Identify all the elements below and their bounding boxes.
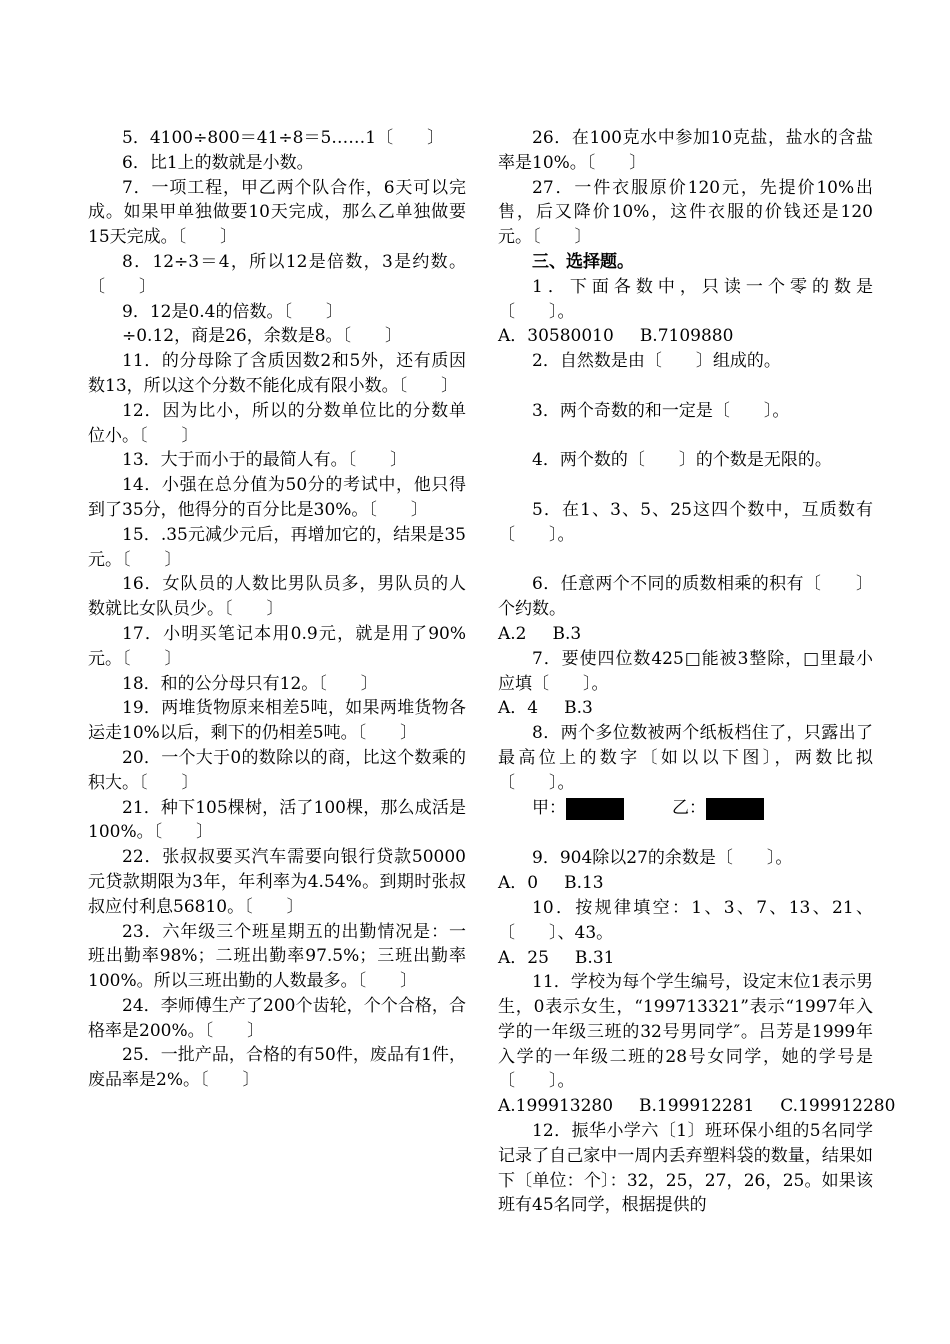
blank-line <box>498 424 873 449</box>
choice-question-9: 9．904除以27的余数是〔 〕。 <box>532 848 793 869</box>
option-b: B.3 <box>564 698 593 719</box>
question-9: 9．12是0.4的倍数。〔 〕 <box>122 301 343 322</box>
covered-numbers-figure <box>498 796 873 822</box>
choice-7-options <box>498 696 873 721</box>
question-21: 21．种下105棵树，活了100棵，那么成活是100%。〔 〕 <box>88 797 466 843</box>
blank-line <box>498 473 873 498</box>
right-column <box>498 126 896 1218</box>
question-10: ÷0.12，商是26，余数是8。〔 〕 <box>122 326 403 347</box>
cardboard-cover-yi <box>706 798 764 820</box>
option-a: A.2 <box>498 623 527 644</box>
choice-question-8: 8．两个多位数被两个纸板档住了，只露出了最高位上的数字〔如以以下图〕，两数比拟〔 〕。 <box>498 723 873 793</box>
label-jia: 甲： <box>532 798 566 819</box>
cardboard-cover-jia <box>566 798 624 820</box>
choice-6-options <box>498 622 873 647</box>
choice-10-options <box>498 946 873 971</box>
choice-question-7: 7．要使四位数425□能被3整除，□里最小应填〔 〕。 <box>498 648 873 694</box>
choice-question-3: 3．两个奇数的和一定是〔 〕。 <box>532 400 790 421</box>
option-b: B.3 <box>552 623 582 644</box>
question-7: 7．一项工程，甲乙两个队合作，6天可以完成。如果甲单独做要10天完成，那么乙单独做要15天完成。〔 〕 <box>88 177 466 248</box>
option-a: A．4 <box>498 698 539 719</box>
blank-line <box>498 548 873 573</box>
option-a: A．25 <box>498 947 549 968</box>
question-11: 11．的分母除了含质因数2和5外，还有质因数13，所以这个分数不能化成有限小数。〔 〕 <box>88 351 466 396</box>
choice-question-2: 2．自然数是由〔 〕组成的。 <box>532 351 781 372</box>
option-b: B.31 <box>574 947 615 968</box>
left-column <box>88 126 466 1093</box>
choice-1-options <box>498 324 873 349</box>
question-6: 6．比1上的数就是小数。 <box>122 152 314 173</box>
question-13: 13．大于而小于的最简人有。〔 〕 <box>122 450 408 471</box>
choice-question-1: 1．下面各数中，只读一个零的数是〔 〕。 <box>498 276 873 322</box>
section-title: 三、选择题。 <box>532 251 634 272</box>
question-22: 22．张叔叔要买汽车需要向银行贷款50000元贷款期限为3年，年利率为4.54%。到期时张叔叔应付利息56810。〔 〕 <box>88 847 466 917</box>
label-yi: 乙： <box>672 798 706 819</box>
question-8: 8．12÷3＝4，所以12是倍数，3是约数。〔 〕 <box>88 251 466 297</box>
option-a: A．30580010 <box>498 326 614 347</box>
option-a: A．0 <box>498 873 539 894</box>
option-b: B.13 <box>564 873 604 894</box>
blank-line <box>498 822 873 847</box>
choice-question-12: 12．振华小学六〔1〕班环保小组的5名同学记录了自己家中一周内丢弃塑料袋的数量，结果如下〔单位：个〕：32，25，27，26，25。如果该班有45名同学，根据提供的 <box>498 1121 873 1216</box>
choice-11-options <box>498 1094 896 1119</box>
question-17: 17．小明买笔记本用0.9元，就是用了90%元。〔 〕 <box>88 623 466 669</box>
question-24: 24．李师傅生产了200个齿轮，个个合格，合格率是200%。〔 〕 <box>88 995 466 1041</box>
option-b: B.7109880 <box>639 326 734 347</box>
question-14: 14．小强在总分值为50分的考试中，他只得到了35分，他得分的百分比是30%。〔 〕 <box>88 475 466 520</box>
question-18: 18．和的公分母只有12。〔 〕 <box>122 673 378 694</box>
question-15: 15．.35元减少元后，再增加它的，结果是35元。〔 〕 <box>88 524 466 570</box>
option-b: B.199912281 <box>639 1096 755 1117</box>
question-16: 16．女队员的人数比男队员多，男队员的人数就比女队员少。〔 〕 <box>88 574 466 620</box>
question-26: 26．在100克水中参加10克盐，盐水的含盐率是10%。〔 〕 <box>498 128 873 173</box>
question-12: 12．因为比小，所以的分数单位比的分数单位小。〔 〕 <box>88 400 466 446</box>
choice-question-4: 4．两个数的〔 〕的个数是无限的。 <box>532 450 832 471</box>
question-20: 20．一个大于0的数除以的商，比这个数乘的积大。〔 〕 <box>88 747 466 793</box>
question-27: 27．一件衣服原价120元，先提价10%出售，后又降价10%，这件衣服的价钱还是120元。〔 〕 <box>498 177 873 248</box>
question-19: 19．两堆货物原来相差5吨，如果两堆货物各运走10%以后，剩下的仍相差5吨。〔 〕 <box>88 698 466 744</box>
choice-question-11: 11．学校为每个学生编号，设定末位1表示男生，0表示女生，“199713321”表示“1997年入学的一年级三班的32号男同学″。吕芳是1999年入学的一年级二班的28号女同学，她的学号是〔 〕。 <box>498 972 873 1092</box>
question-25: 25．一批产品，合格的有50件，废品有1件，废品率是2%。〔 〕 <box>88 1045 466 1091</box>
choice-9-options <box>498 871 873 896</box>
choice-question-10: 10．按规律填空：1、3、7、13、21、〔 〕、43。 <box>498 897 873 943</box>
choice-question-5: 5．在1、3、5、25这四个数中，互质数有〔 〕。 <box>498 499 873 545</box>
option-a: A.199913280 <box>498 1096 614 1117</box>
question-5: 5．4100÷800＝41÷8＝5……1〔 〕 <box>122 128 445 148</box>
question-23: 23．六年级三个班星期五的出勤情况是：一班出勤率98%；二班出勤率97.5%；三班出勤率100%。所以三班出勤的人数最多。〔 〕 <box>88 921 466 992</box>
choice-question-6: 6．任意两个不同的质数相乘的积有〔 〕个约数。 <box>498 574 873 620</box>
blank-line <box>498 374 873 399</box>
option-c: C.199912280 <box>780 1096 896 1117</box>
